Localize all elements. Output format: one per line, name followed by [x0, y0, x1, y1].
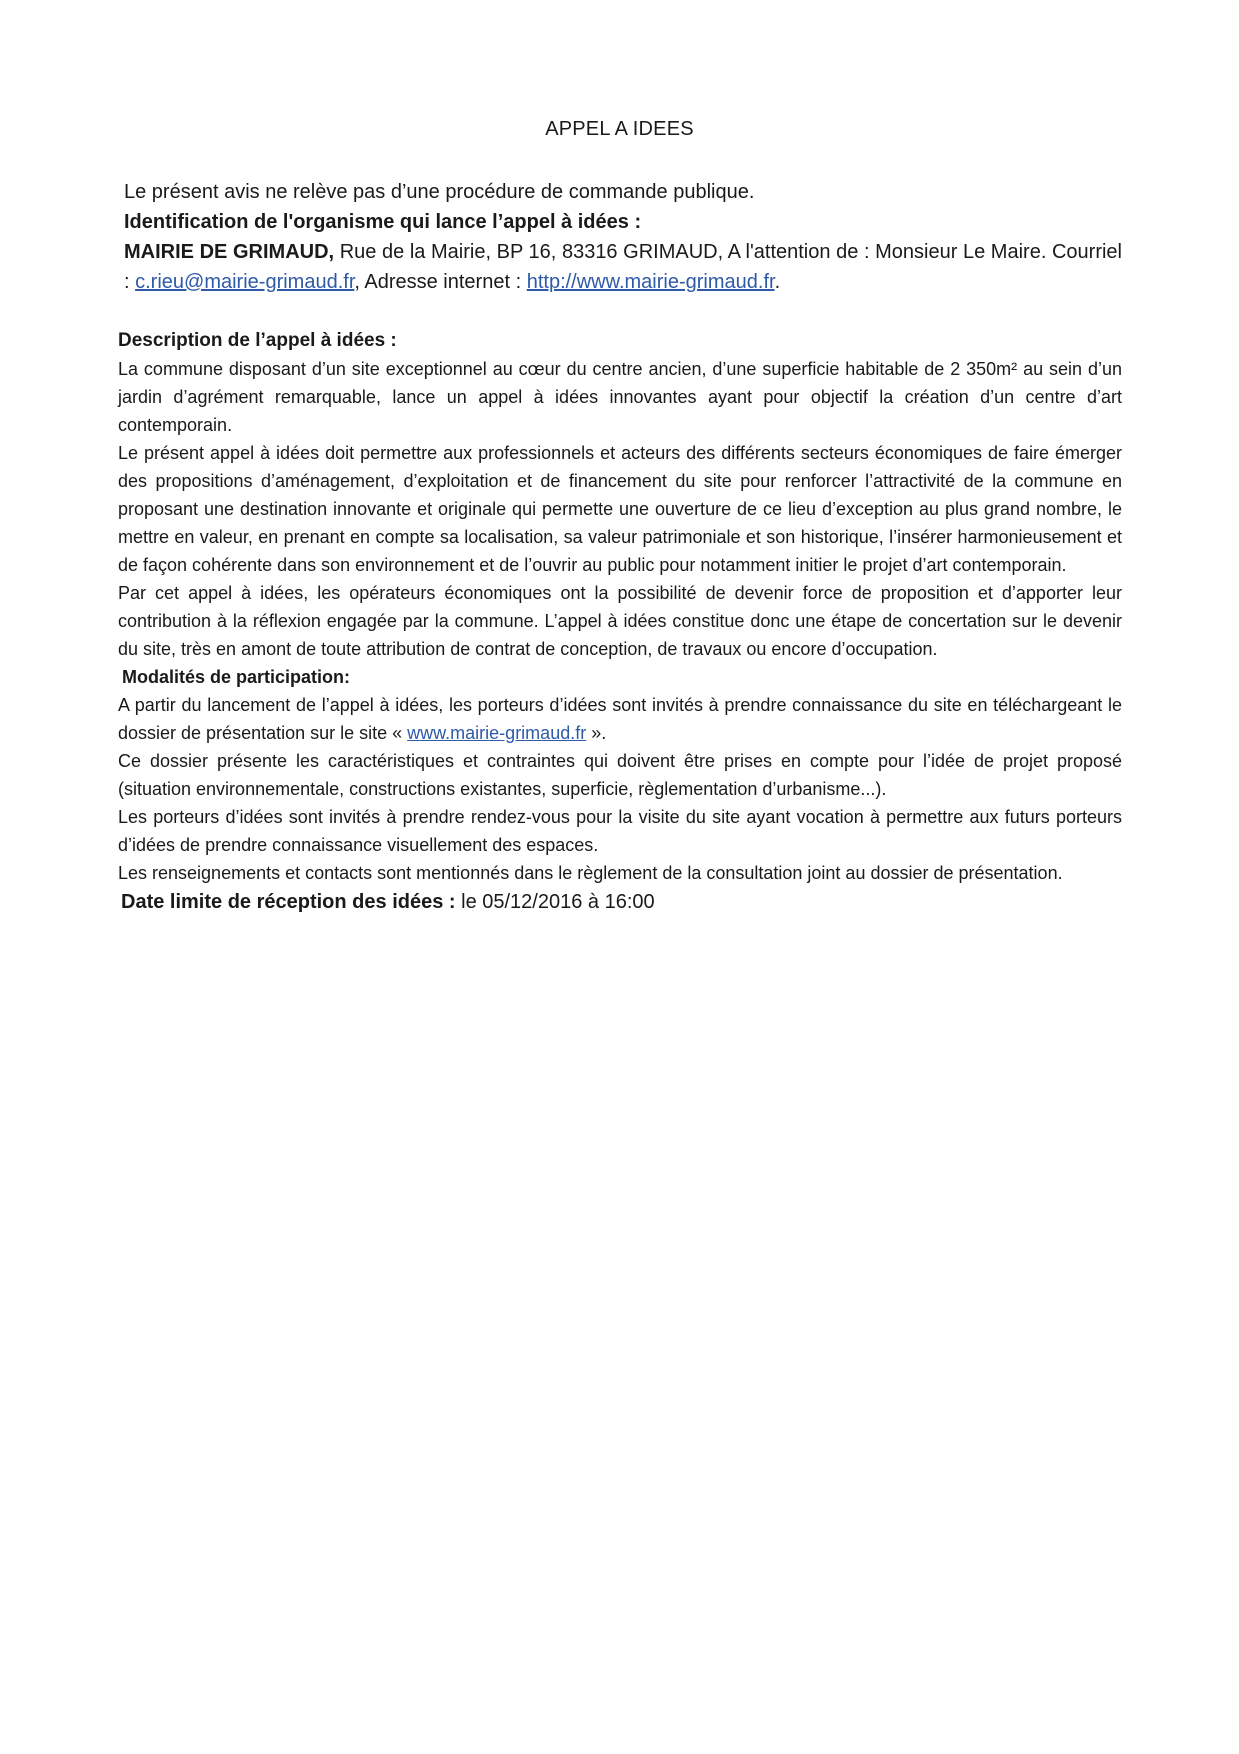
body-block	[118, 327, 1122, 917]
modalites-paragraph: Les renseignements et contacts sont mentionnés dans le règlement de la consultation joint au dossier de présentation.	[118, 863, 1063, 883]
description-paragraph: Le présent appel à idées doit permettre aux professionnels et acteurs des différents secteurs économiques de faire émerger des propositions d’aménagement, d’exploitation et de financement du site pour renforcer l’attractivité de la commune en proposant une destination innovante et originale qui permette une ouverture de ce lieu d’exception au plus grand nombre, le mettre en valeur, en prenant en compte sa localisation, sa valeur patrimoniale et son historique, l’insérer harmonieusement et de façon cohérente dans son environnement et de l’ouvrir au public pour notamment initier le projet d’art contemporain.	[118, 443, 1122, 575]
web-label: , Adresse internet :	[354, 271, 527, 293]
modalites-paragraph: Les porteurs d’idées sont invités à prendre rendez-vous pour la visite du site ayant vocation à permettre aux futurs porteurs d’idées de prendre connaissance visuellement des espaces.	[118, 807, 1122, 855]
dossier-website-link[interactable]: www.mairie-grimaud.fr	[407, 723, 587, 743]
organization-details	[124, 237, 1122, 297]
website-link[interactable]: http://www.mairie-grimaud.fr	[526, 271, 775, 293]
modalites-text: A partir du lancement de l’appel à idées, les porteurs d’idées sont invités à prendre connaissance du site en téléchargeant le dossier de présentation sur le site «	[118, 695, 1122, 743]
deadline-line	[118, 887, 1122, 917]
modalites-paragraph	[118, 691, 1122, 747]
intro-block	[124, 177, 1122, 297]
description-heading: Description de l’appel à idées :	[118, 330, 397, 351]
intro-line: Le présent avis ne relève pas d’une procédure de commande publique.	[124, 181, 755, 203]
description-paragraph: La commune disposant d’un site exceptionnel au cœur du centre ancien, d’une superficie habitable de 2 350m² au sein d’un jardin d’agrément remarquable, lance un appel à idées innovantes ayant pour objectif la création d’un centre d’art contemporain.	[118, 359, 1122, 435]
deadline-label: Date limite de réception des idées :	[121, 891, 456, 913]
modalites-heading: Modalités de participation:	[122, 667, 351, 687]
email-link[interactable]: c.rieu@mairie-grimaud.fr	[135, 271, 355, 293]
organization-address: Rue de la Mairie, BP 16, 83316 GRIMAUD, A l'attention de : Monsieur Le Maire. Courriel :	[124, 241, 1122, 293]
modalites-text-end: ».	[586, 723, 607, 743]
description-paragraph: Par cet appel à idées, les opérateurs économiques ont la possibilité de devenir force de proposition et d’apporter leur contribution à la réflexion engagée par la commune. L’appel à idées constitue donc une étape de concertation sur le devenir du site, très en amont de toute attribution de contrat de conception, de travaux ou encore d’occupation.	[118, 583, 1122, 659]
organization-end: .	[774, 271, 781, 293]
organization-name: MAIRIE DE GRIMAUD,	[124, 241, 335, 263]
identification-heading: Identification de l'organisme qui lance l’appel à idées :	[124, 211, 642, 233]
deadline-value: le 05/12/2016 à 16:00	[455, 891, 655, 913]
document-title: APPEL A IDEES	[545, 118, 694, 140]
modalites-paragraph: Ce dossier présente les caractéristiques et contraintes qui doivent être prises en compte pour l’idée de projet proposé (situation environnementale, constructions existantes, superficie, règlementation d’urbanisme...).	[118, 751, 1122, 799]
